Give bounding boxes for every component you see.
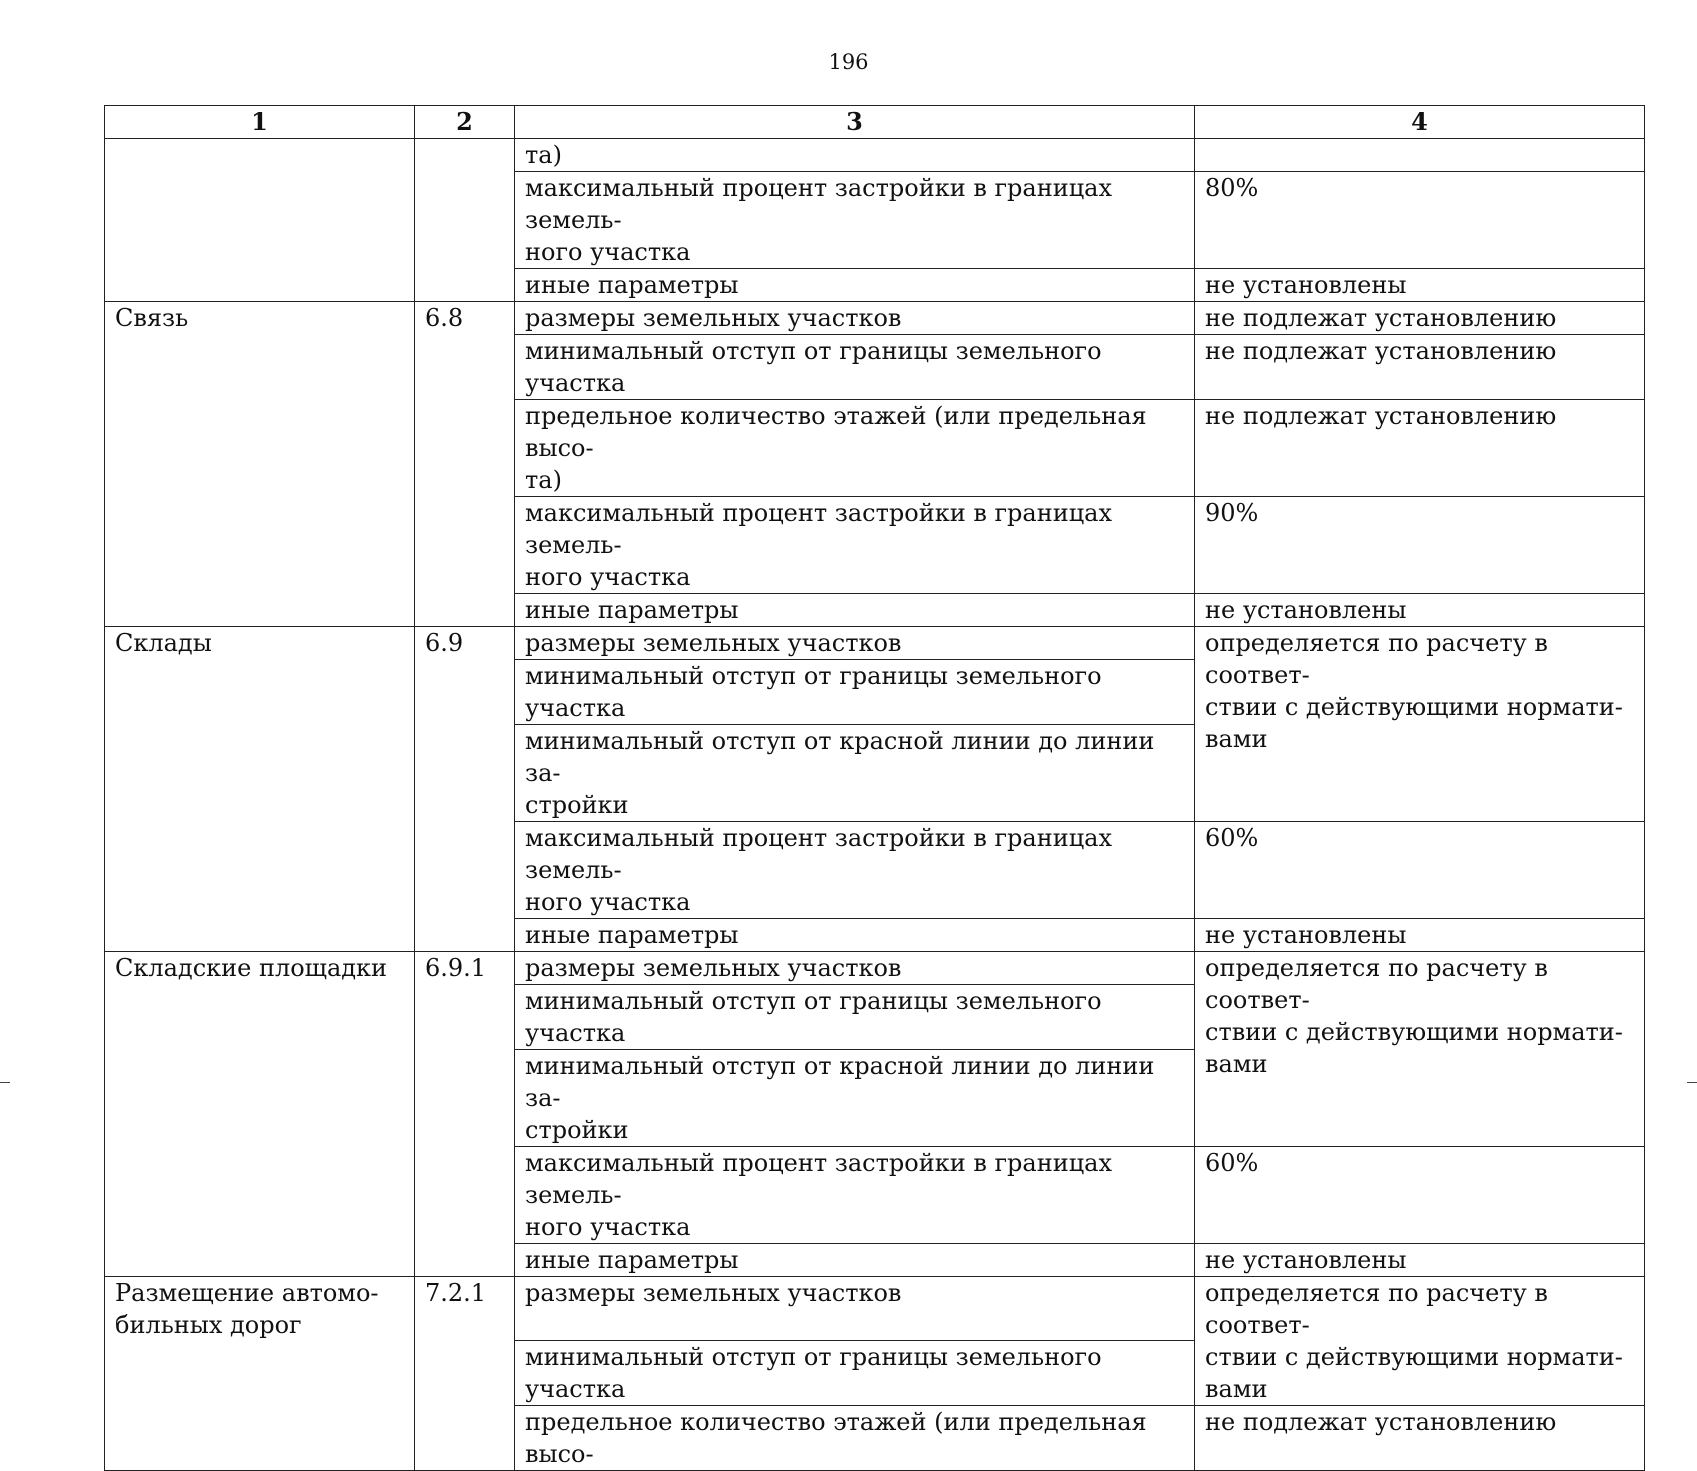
- parameter-cell: иные параметры: [515, 269, 1195, 302]
- parameter-cell: иные параметры: [515, 919, 1195, 952]
- table-row: [105, 1277, 1645, 1341]
- value-cell: [1195, 139, 1645, 172]
- parameter-cell: минимальный отступ от границы земельного участка: [515, 660, 1195, 725]
- parameter-cell: максимальный процент застройки в границах земель- ного участка: [515, 1147, 1195, 1244]
- value-cell: не подлежат установлению: [1195, 400, 1645, 497]
- value-cell: 80%: [1195, 172, 1645, 269]
- use-name-cell: Размещение автомо- бильных дорог: [105, 1277, 415, 1471]
- use-code-cell: 6.9: [415, 627, 515, 952]
- parameter-cell: размеры земельных участков: [515, 1277, 1195, 1341]
- parameter-cell: минимальный отступ от границы земельного участка: [515, 985, 1195, 1050]
- parameter-cell: размеры земельных участков: [515, 302, 1195, 335]
- parameter-cell: иные параметры: [515, 594, 1195, 627]
- use-code-cell: 6.9.1: [415, 952, 515, 1277]
- value-cell: не установлены: [1195, 1244, 1645, 1277]
- col-header-4: 4: [1195, 106, 1645, 139]
- use-name-cell: Связь: [105, 302, 415, 627]
- use-code-cell: 6.8: [415, 302, 515, 627]
- table-row: [105, 952, 1645, 985]
- cell-empty-code: [415, 139, 515, 302]
- value-cell: не подлежат установлению: [1195, 335, 1645, 400]
- cell-empty-name: [105, 139, 415, 302]
- value-cell: не подлежат установлению: [1195, 302, 1645, 335]
- parameter-cell: предельное количество этажей (или предельная высо- та): [515, 400, 1195, 497]
- table-row: [105, 302, 1645, 335]
- parameter-cell: размеры земельных участков: [515, 627, 1195, 660]
- value-cell: определяется по расчету в соответ- ствии с действующими нормати- вами: [1195, 1277, 1645, 1406]
- parameter-cell: максимальный процент застройки в границах земель- ного участка: [515, 822, 1195, 919]
- page-number: 196: [828, 50, 869, 74]
- parameter-cell: иные параметры: [515, 1244, 1195, 1277]
- parameter-cell: минимальный отступ от красной линии до линии за- стройки: [515, 1050, 1195, 1147]
- value-cell: определяется по расчету в соответ- ствии с действующими нормати- вами: [1195, 627, 1645, 822]
- table-row: [105, 139, 1645, 172]
- value-cell: 90%: [1195, 497, 1645, 594]
- parameter-cell: максимальный процент застройки в границах земель- ного участка: [515, 497, 1195, 594]
- parameter-cell: та): [515, 139, 1195, 172]
- regulations-table: [104, 105, 1645, 1471]
- parameter-cell: размеры земельных участков: [515, 952, 1195, 985]
- parameter-cell: минимальный отступ от границы земельного участка: [515, 1341, 1195, 1406]
- value-cell: не установлены: [1195, 269, 1645, 302]
- use-code-cell: 7.2.1: [415, 1277, 515, 1471]
- value-cell: 60%: [1195, 822, 1645, 919]
- value-cell: 60%: [1195, 1147, 1645, 1244]
- value-cell: определяется по расчету в соответ- ствии с действующими нормати- вами: [1195, 952, 1645, 1147]
- col-header-2: 2: [415, 106, 515, 139]
- table-row: [105, 627, 1645, 660]
- col-header-1: 1: [105, 106, 415, 139]
- parameter-cell: минимальный отступ от красной линии до линии за- стройки: [515, 725, 1195, 822]
- use-name-cell: Склады: [105, 627, 415, 952]
- parameter-cell: минимальный отступ от границы земельного участка: [515, 335, 1195, 400]
- margin-tick-mark: [1687, 1082, 1697, 1083]
- parameter-cell: предельное количество этажей (или предельная высо-: [515, 1406, 1195, 1471]
- header-row: [105, 106, 1645, 139]
- value-cell: не подлежат установлению: [1195, 1406, 1645, 1471]
- parameter-cell: максимальный процент застройки в границах земель- ного участка: [515, 172, 1195, 269]
- margin-tick-mark: [0, 1082, 10, 1083]
- col-header-3: 3: [515, 106, 1195, 139]
- value-cell: не установлены: [1195, 594, 1645, 627]
- use-name-cell: Складские площадки: [105, 952, 415, 1277]
- value-cell: не установлены: [1195, 919, 1645, 952]
